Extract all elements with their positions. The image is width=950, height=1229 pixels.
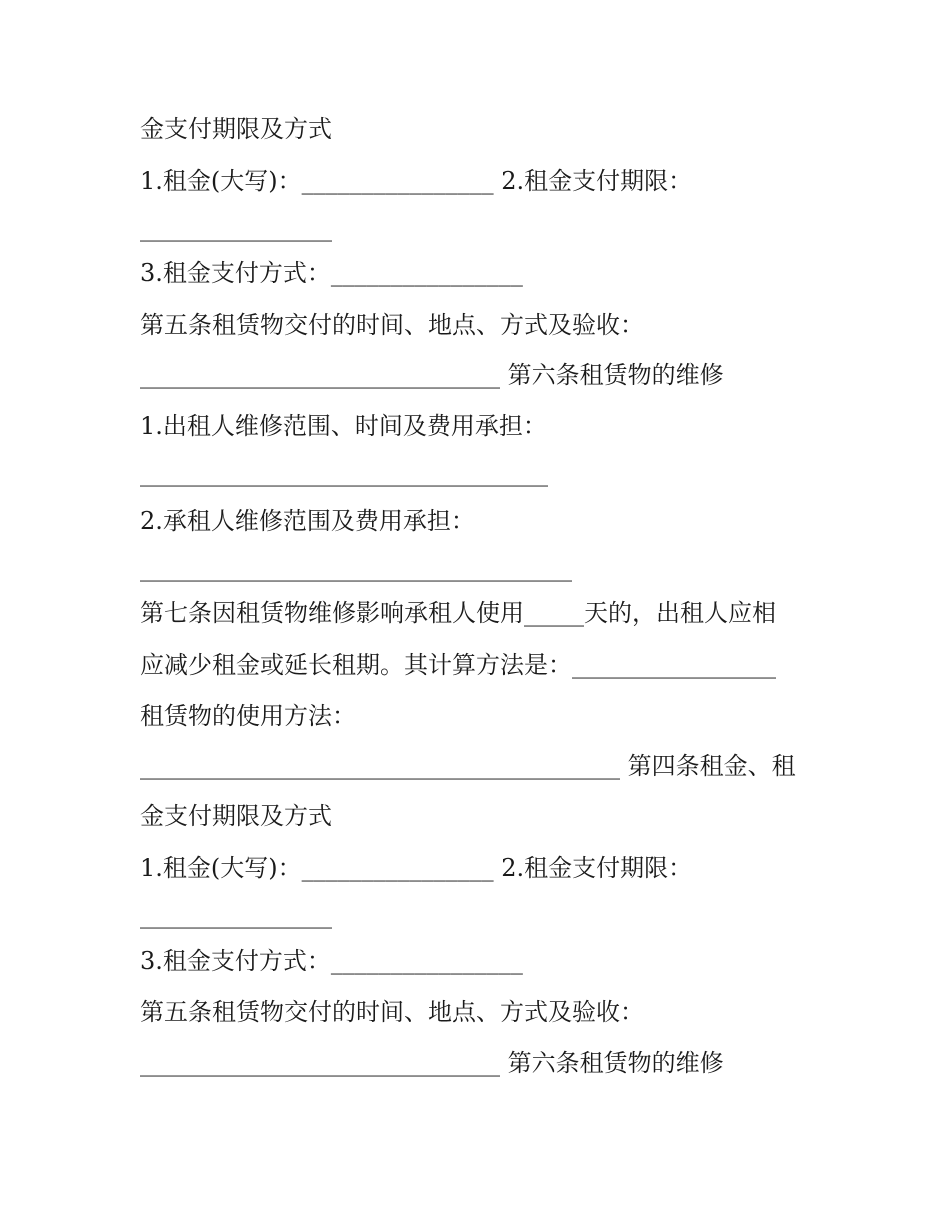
text-line-2: 1.租金(大写)：________________ 2.租金支付期限： [140,167,693,195]
text-line-19: 第五条租赁物交付的时间、地点、方式及验收： [140,998,644,1026]
text-line-13: 租赁物的使用方法： [140,702,356,730]
text-line-20: ______________________________ 第六条租赁物的维修 [140,1049,724,1077]
text-line-16: 1.租金(大写)：________________ 2.租金支付期限： [140,854,693,882]
text-line-18: 3.租金支付方式：________________ [140,947,523,975]
text-line-4: 3.租金支付方式：________________ [140,259,523,287]
text-line-3: ________________ [140,214,332,242]
text-line-14: ________________________________________ 第四条租金、租 [140,752,796,780]
text-line-6: ______________________________ 第六条租赁物的维修 [140,361,724,389]
text-line-7: 1.出租人维修范围、时间及费用承担： [140,412,547,440]
text-line-15: 金支付期限及方式 [140,802,332,830]
text-line-12: 应减少租金或延长租期。其计算方法是：_________________ [140,651,776,679]
text-line-1: 金支付期限及方式 [140,115,332,143]
text-line-17: ________________ [140,901,332,929]
text-line-10: ____________________________________ [140,554,572,582]
text-line-11: 第七条因租赁物维修影响承租人使用_____天的，出租人应相 [140,599,776,627]
text-line-9: 2.承租人维修范围及费用承担： [140,507,475,535]
text-line-8: __________________________________ [140,459,548,487]
text-line-5: 第五条租赁物交付的时间、地点、方式及验收： [140,311,644,339]
